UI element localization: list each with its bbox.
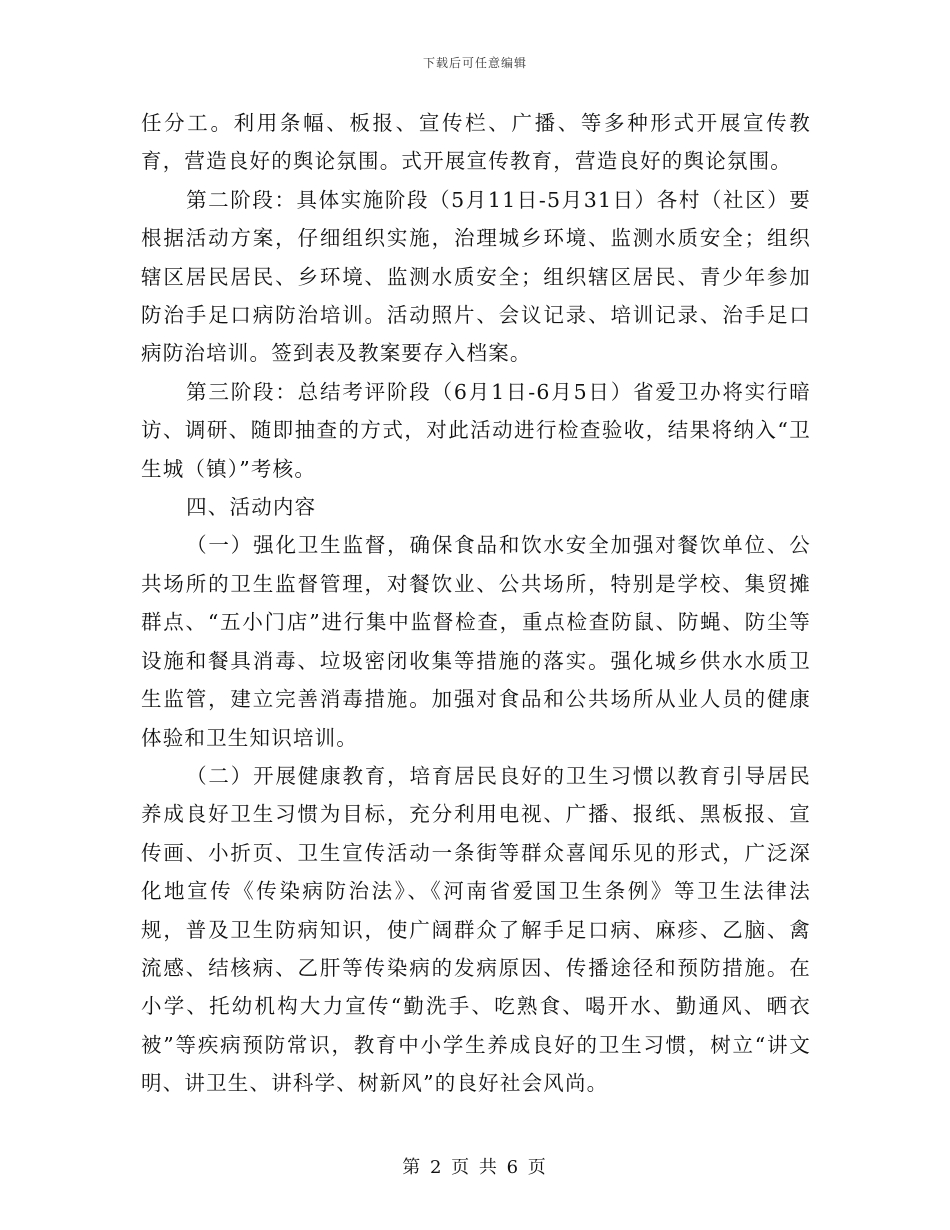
paragraph-continuation: 任分工。利用条幅、板报、宣传栏、广播、等多种形式开展宣传教育，营造良好的舆论氛围。式开展宣传教育，营造良好的舆论氛围。 [141,111,811,174]
paragraph-item-one: （一）强化卫生监督，确保食品和饮水安全加强对餐饮单位、公共场所的卫生监督管理，对餐饮业、公共场所，特别是学校、集贸摊群点、“五小门店”进行集中监督检查，重点检查防鼠、防蝇、防尘等设施和餐具消毒、垃圾密闭收集等措施的落实。强化城乡供水水质卫生监管，建立完善消毒措施。加强对食品和公共场所从业人员的健康体验和卫生知识培训。 [141,533,811,750]
page-number-footer: 第 2 页 共 6 页 [402,1157,548,1178]
paragraph-stage-three: 第三阶段：总结考评阶段（6月1日-6月5日）省爱卫办将实行暗访、调研、随即抽查的方式，对此活动进行检查验收，结果将纳入“卫生城（镇）”考核。 [141,379,811,481]
document-body [141,104,811,1103]
section-heading-activity-content: 四、活动内容 [186,495,317,520]
paragraph-item-two: （二）开展健康教育，培育居民良好的卫生习惯以教育引导居民养成良好卫生习惯为目标，充分利用电视、广播、报纸、黑板报、宣传画、小折页、卫生宣传活动一条街等群众喜闻乐见的形式，广泛深化地宣传《传染病防治法》、《河南省爱国卫生条例》等卫生法律法规，普及卫生防病知识，使广阔群众了解手足口病、麻疹、乙脑、禽流感、结核病、乙肝等传染病的发病原因、传播途径和预防措施。在小学、托幼机构大力宣传“勤洗手、吃熟食、喝开水、勤通风、晒衣被”等疾病预防常识，教育中小学生养成良好的卫生习惯，树立“讲文明、讲卫生、讲科学、树新风”的良好社会风尚。 [141,763,811,1096]
page-header: 下载后可任意编辑 [422,56,527,70]
paragraph-stage-two: 第二阶段：具体实施阶段（5月11日-5月31日）各村（社区）要根据活动方案，仔细组织实施，治理城乡环境、监测水质安全；组织辖区居民居民、乡环境、监测水质安全；组织辖区居民、青少年参加防治手足口病防治培训。活动照片、会议记录、培训记录、治手足口病防治培训。签到表及教案要存入档案。 [141,187,811,366]
